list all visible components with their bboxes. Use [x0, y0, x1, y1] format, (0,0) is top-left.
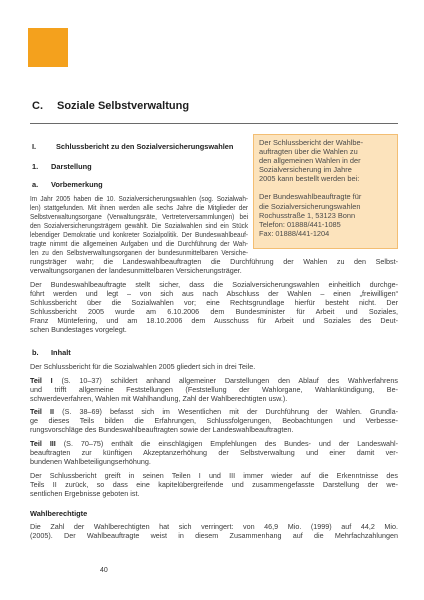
paragraph — [30, 280, 398, 334]
chapter-accent-square — [28, 28, 68, 67]
subsection-number: 1. — [32, 162, 39, 171]
text-line: Schlussbericht 2005 wurde am 6.10.2006 dem Bundesminister für Arbeit und Soziales, — [30, 307, 398, 316]
text-line: Schlussbericht über die Sozialwahlen vor; eine Rechtsgrundlage hierfür besteht nicht. Der — [30, 298, 398, 307]
part-b-heading — [32, 348, 71, 357]
box-line: Fax: 01888/441-1204 — [259, 228, 330, 238]
part-b-number: b. — [32, 348, 39, 357]
text-line: Der Schlussbericht für die Sozialwahlen 2005 gliedert sich in drei Teile. — [30, 362, 256, 371]
chapter-heading — [32, 99, 189, 113]
text-line: len) stattgefunden. Mit ihnen werden alle sechs Jahre die Mitglieder der — [30, 203, 249, 212]
text-line: bundenen Wahlbeteiligungserhöhung. — [30, 457, 151, 466]
part-label: Teil III — [30, 439, 56, 448]
part-a-title: Vorbemerkung — [51, 180, 103, 189]
box-line: Telefon: 01888/441-1085 — [259, 219, 341, 229]
paragraph-teil-2 — [30, 407, 398, 434]
part-a-heading — [32, 180, 103, 189]
text-line: verwaltungsorganen der landesunmittelbaren Versicherungsträger. — [30, 266, 242, 275]
part-label: Teil I — [30, 376, 53, 385]
text-line: schen Bundestages vorgelegt. — [30, 325, 127, 334]
box-line: auftragten über die Wahlen zu — [259, 147, 358, 157]
paragraph-wahlberechtigte — [30, 522, 398, 540]
section-heading — [32, 142, 233, 151]
text-line: den Sozialversicherungsträgern gewählt. Die Sozialwahlen sind ein Stück — [30, 221, 249, 230]
box-line: Der Bundeswahlbeauftragte für — [259, 192, 362, 202]
text-line: Franz Müntefering, und am 18.10.2006 dem Ausschuss für Arbeit und Soziales des Deut- — [30, 316, 398, 325]
subsection-heading — [32, 162, 92, 171]
order-info-intro — [259, 138, 393, 183]
text-line: beauftragten zur künftigen Akzeptanzerhöhung der Selbstverwaltung und einer damit ver- — [30, 448, 398, 457]
text-line: tragte nimmt die allgemeinen Aufgaben und die Durchführung der Wah- — [30, 239, 249, 248]
paragraph — [30, 362, 398, 371]
text-line: (2005). Der Wahlbeauftragte weist in diesem Zusammenhang auf die Mehrfachzahlungen — [30, 531, 398, 540]
text-line: führt werden und legt – von sich aus nach Abschluss der Wahlen – einen „freiwilligen“ — [30, 289, 398, 298]
part-a-number: a. — [32, 180, 39, 189]
subsection-title: Darstellung — [51, 162, 92, 171]
section-title: Schlussbericht zu den Sozialversicherungswahlen — [56, 142, 234, 151]
text-line: Der Bundeswahlbeauftragte stellt sicher, dass die Sozialversicherungswahlen einheitlich durchge- — [30, 280, 398, 289]
text-span: (S. 70–75) enthält die einschlägigen Empfehlungen des Bundes- und der Landeswahl- — [63, 439, 398, 448]
text-line: len zu den Selbstverwaltungsorganen der bundesunmittelbaren Versiche- — [30, 248, 249, 257]
text-line: schwerdeverfahren, Wahlen mit Wahlhandlung, Zahl der Wahlberechtigten usw.). — [30, 394, 288, 403]
text-line: lebendiger Demokratie und konkreter Sozialpolitik. Der Bundeswahlbeauf- — [30, 230, 249, 239]
paragraph-teil-1 — [30, 376, 398, 403]
text-line: Der Schlussbericht greift in seinen Teilen I und III immer wieder auf die Erkenntnisse des — [30, 471, 398, 480]
box-line: Sozialversicherung im Jahre — [259, 165, 352, 175]
page-number: 40 — [100, 567, 108, 574]
text-line: und trifft allgemeine Feststellungen (Feststellung der Wahlorgane, Wahlankündigung, Be- — [30, 385, 398, 394]
text-line: Die Zahl der Wahlberechtigten hat sich verringert: von 46,9 Mio. (1999) auf 44,2 Mio. — [30, 522, 398, 531]
text-line — [30, 439, 398, 448]
text-span: (S. 38–69) befasst sich im Wesentlichen mit der Durchführung der Wahlen. Grundla- — [62, 407, 399, 416]
box-line: 2005 kann bestellt werden bei: — [259, 174, 360, 184]
part-b-title: Inhalt — [51, 348, 71, 357]
text-line: Selbstverwaltungsorgane (Verwaltungsräte, Vertreterversammlungen) bei — [30, 212, 249, 221]
text-line: Teils II zurück, so dass eine kapitelübergreifende und zusammengefasste Darstellung der we- — [30, 480, 398, 489]
text-line: Im Jahr 2005 haben die 10. Sozialversicherungswahlen (sog. Sozialwah- — [30, 194, 249, 203]
text-line: ge dieses Teils bilden die Erfahrungen, Schlussfolgerungen, Beobachtungen und Verbesse- — [30, 416, 398, 425]
chapter-title: Soziale Selbstverwaltung — [57, 100, 190, 112]
heading-rule — [30, 123, 398, 124]
paragraph — [30, 194, 398, 275]
box-line: Rochusstraße 1, 53123 Bonn — [259, 210, 356, 220]
text-line — [30, 407, 398, 416]
box-line: den allgemeinen Wahlen in der — [259, 156, 361, 166]
part-label: Teil II — [30, 407, 54, 416]
text-span: (S. 10–37) schildert anhand allgemeiner Darstellungen den Ablauf des Wahlverfahrens — [61, 376, 399, 385]
text-line: rungsvorschläge des Bundeswahlbeauftragten sowie der Landeswahlbeauftragten. — [30, 425, 294, 434]
text-line: rungsträger wahr; die Landeswahlbeauftragten die Durchführung der Wahlen zu den Selbst- — [30, 257, 398, 266]
text-line: sentlichen Ergebnisse geboten ist. — [30, 489, 140, 498]
wahlberechtigte-heading: Wahlberechtigte — [30, 509, 88, 518]
section-number: I. — [32, 142, 37, 151]
box-line: Der Schlussbericht der Wahlbe- — [259, 138, 364, 147]
text-line — [30, 376, 398, 385]
box-line: die Sozialversicherungswahlen — [259, 201, 361, 211]
chapter-letter: C. — [32, 100, 43, 112]
paragraph-teil-3 — [30, 439, 398, 466]
paragraph-summary — [30, 471, 398, 498]
